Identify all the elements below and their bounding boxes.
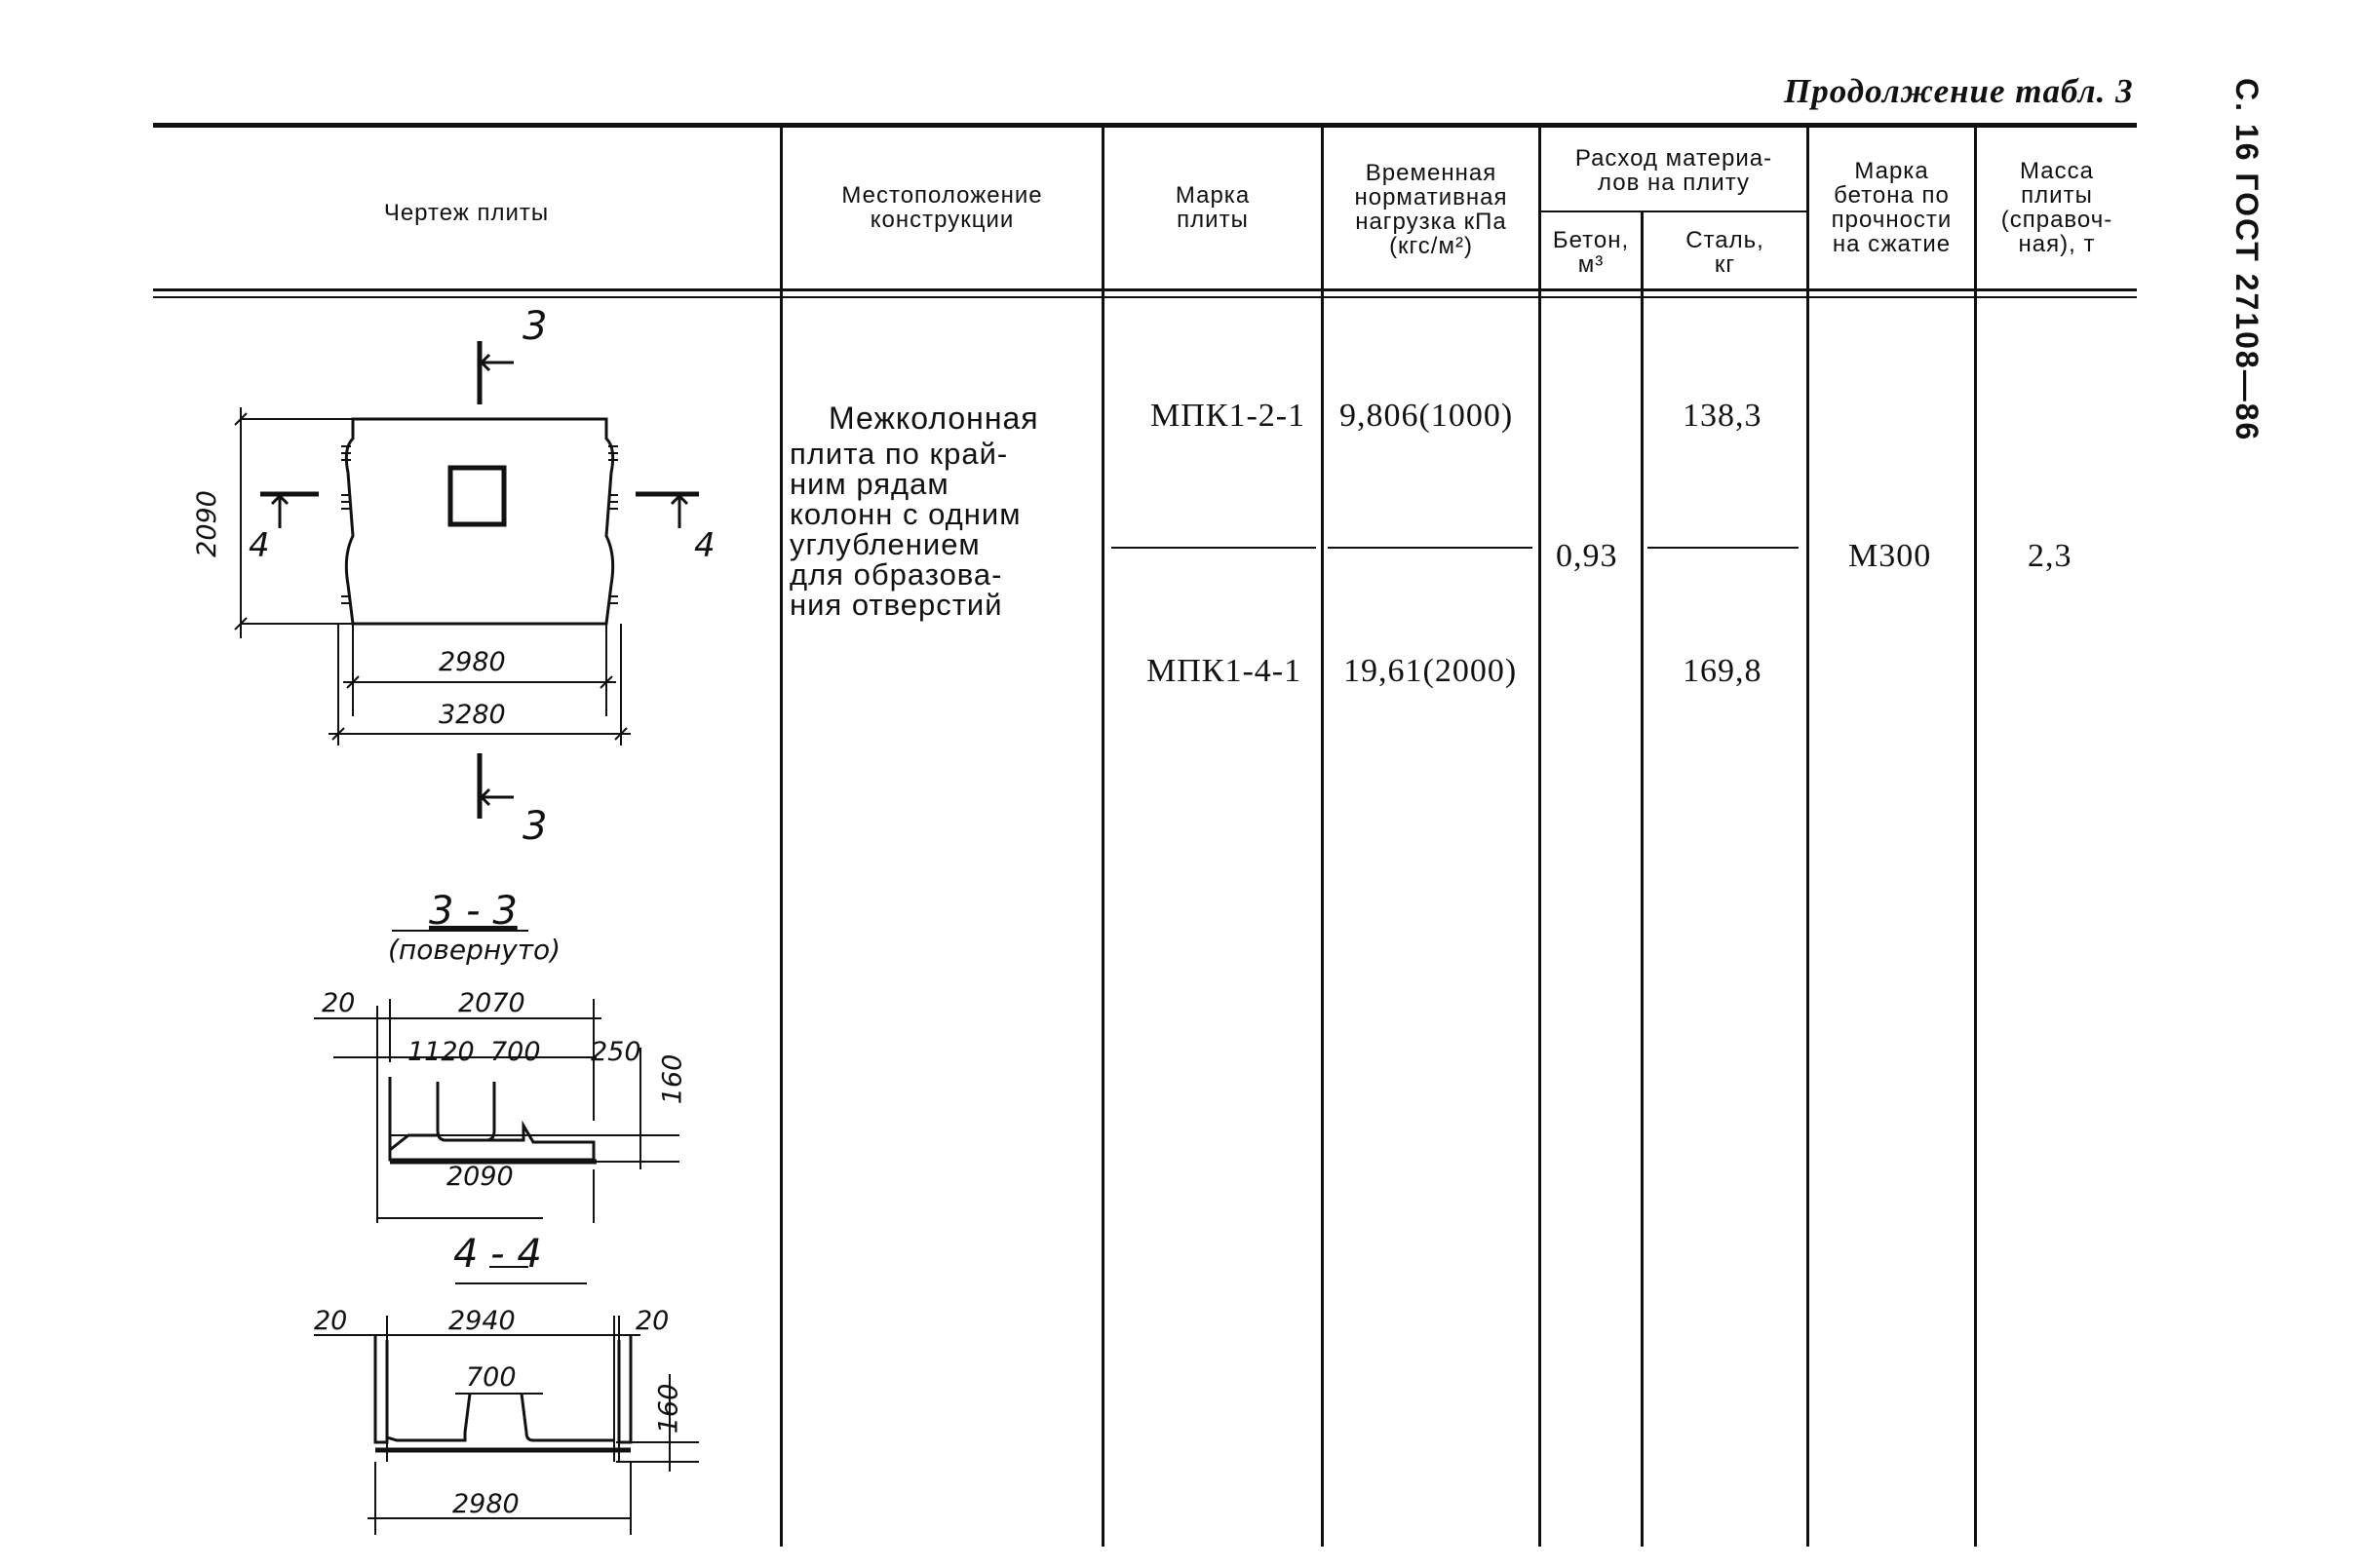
row2-mark: МПК1-4-1 <box>1146 653 1302 689</box>
table-header-rule-1 <box>153 288 2137 291</box>
plan-section-3-bottom: 3 <box>523 804 548 849</box>
section4-dim-160: 160 <box>653 1383 684 1434</box>
section3-dim-250: 250 <box>591 1037 641 1067</box>
col-header-location: Местоположение конструкции <box>841 182 1043 233</box>
concrete-volume: 0,93 <box>1556 538 1618 574</box>
col-header-mass: Масса плиты (справоч- ная), т <box>2000 158 2113 257</box>
header-note: Продолжение табл. 3 <box>1784 72 2134 110</box>
plan-section-4-left: 4 <box>249 526 270 565</box>
section3-dim-20: 20 <box>322 988 356 1018</box>
section3-subtitle: (повернуто) <box>388 934 561 966</box>
row1-load: 9,806(1000) <box>1339 398 1514 434</box>
section3-dim-1120: 1120 <box>407 1037 475 1067</box>
col-divider-6 <box>1806 127 1809 1547</box>
row-divider-mark <box>1111 547 1316 549</box>
consumption-subrule <box>1540 210 1808 212</box>
col-header-mark: Марка плиты <box>1175 182 1251 233</box>
col-header-concrete-grade: Марка бетона по прочности на сжатие <box>1831 158 1953 257</box>
section3-dim-2070: 2070 <box>458 988 525 1018</box>
col-header-load: Временная нормативная нагрузка кПа (кгс/м²) <box>1354 160 1508 259</box>
col-header-consumption: Расход материа- лов на плиту <box>1574 145 1773 196</box>
col-divider-7 <box>1974 127 1977 1547</box>
row1-steel: 138,3 <box>1683 398 1762 434</box>
section4-dim-20-left: 20 <box>314 1306 348 1336</box>
plan-opening <box>450 468 504 524</box>
plan-height-dim: 2090 <box>191 490 222 557</box>
plan-section-4-right: 4 <box>694 526 716 565</box>
location-first-line: Межколонная <box>829 401 1039 436</box>
section3-dim-2090: 2090 <box>446 1162 514 1192</box>
row1-mark: МПК1-2-1 <box>1150 398 1306 434</box>
col-divider-4 <box>1538 127 1541 1547</box>
col-divider-5 <box>1641 212 1644 1547</box>
col-divider-1 <box>780 127 783 1547</box>
row-divider-load <box>1328 547 1532 549</box>
section4-dim-2980: 2980 <box>452 1489 520 1519</box>
plan-inner-width-dim: 2980 <box>439 647 506 677</box>
col-header-drawing: Чертеж плиты <box>383 200 550 226</box>
row2-steel: 169,8 <box>1683 653 1762 689</box>
section3-dim-700: 700 <box>490 1037 541 1067</box>
section4-dim-20-right: 20 <box>636 1306 670 1336</box>
row2-load: 19,61(2000) <box>1343 653 1518 689</box>
table-top-rule <box>153 123 2137 128</box>
plan-outer-width-dim: 3280 <box>439 700 506 730</box>
section3-dim-160: 160 <box>657 1053 688 1105</box>
side-header: С. 16 ГОСТ 27108—86 <box>2229 78 2265 442</box>
col-header-steel: Сталь, кг <box>1685 227 1764 278</box>
section4-dim-700: 700 <box>466 1362 517 1393</box>
plan-outline <box>346 419 612 624</box>
plan-section-3-top: 3 <box>523 304 548 349</box>
col-divider-2 <box>1102 127 1104 1547</box>
table-header-rule-2 <box>153 296 2137 298</box>
col-divider-3 <box>1321 127 1324 1547</box>
location-text: плита по край- ним рядам колонн с одним углублением для образова- ния отверстий <box>790 437 1022 622</box>
section4-title: 4 - 4 <box>453 1232 542 1277</box>
section3-profile <box>390 1077 594 1160</box>
row-divider-steel <box>1647 547 1799 549</box>
section4-dim-2940: 2940 <box>448 1306 516 1336</box>
col-header-concrete: Бетон, м³ <box>1552 227 1630 278</box>
concrete-grade: М300 <box>1848 538 1932 574</box>
section3-title: 3 - 3 <box>429 889 518 934</box>
plate-mass: 2,3 <box>2028 538 2072 574</box>
